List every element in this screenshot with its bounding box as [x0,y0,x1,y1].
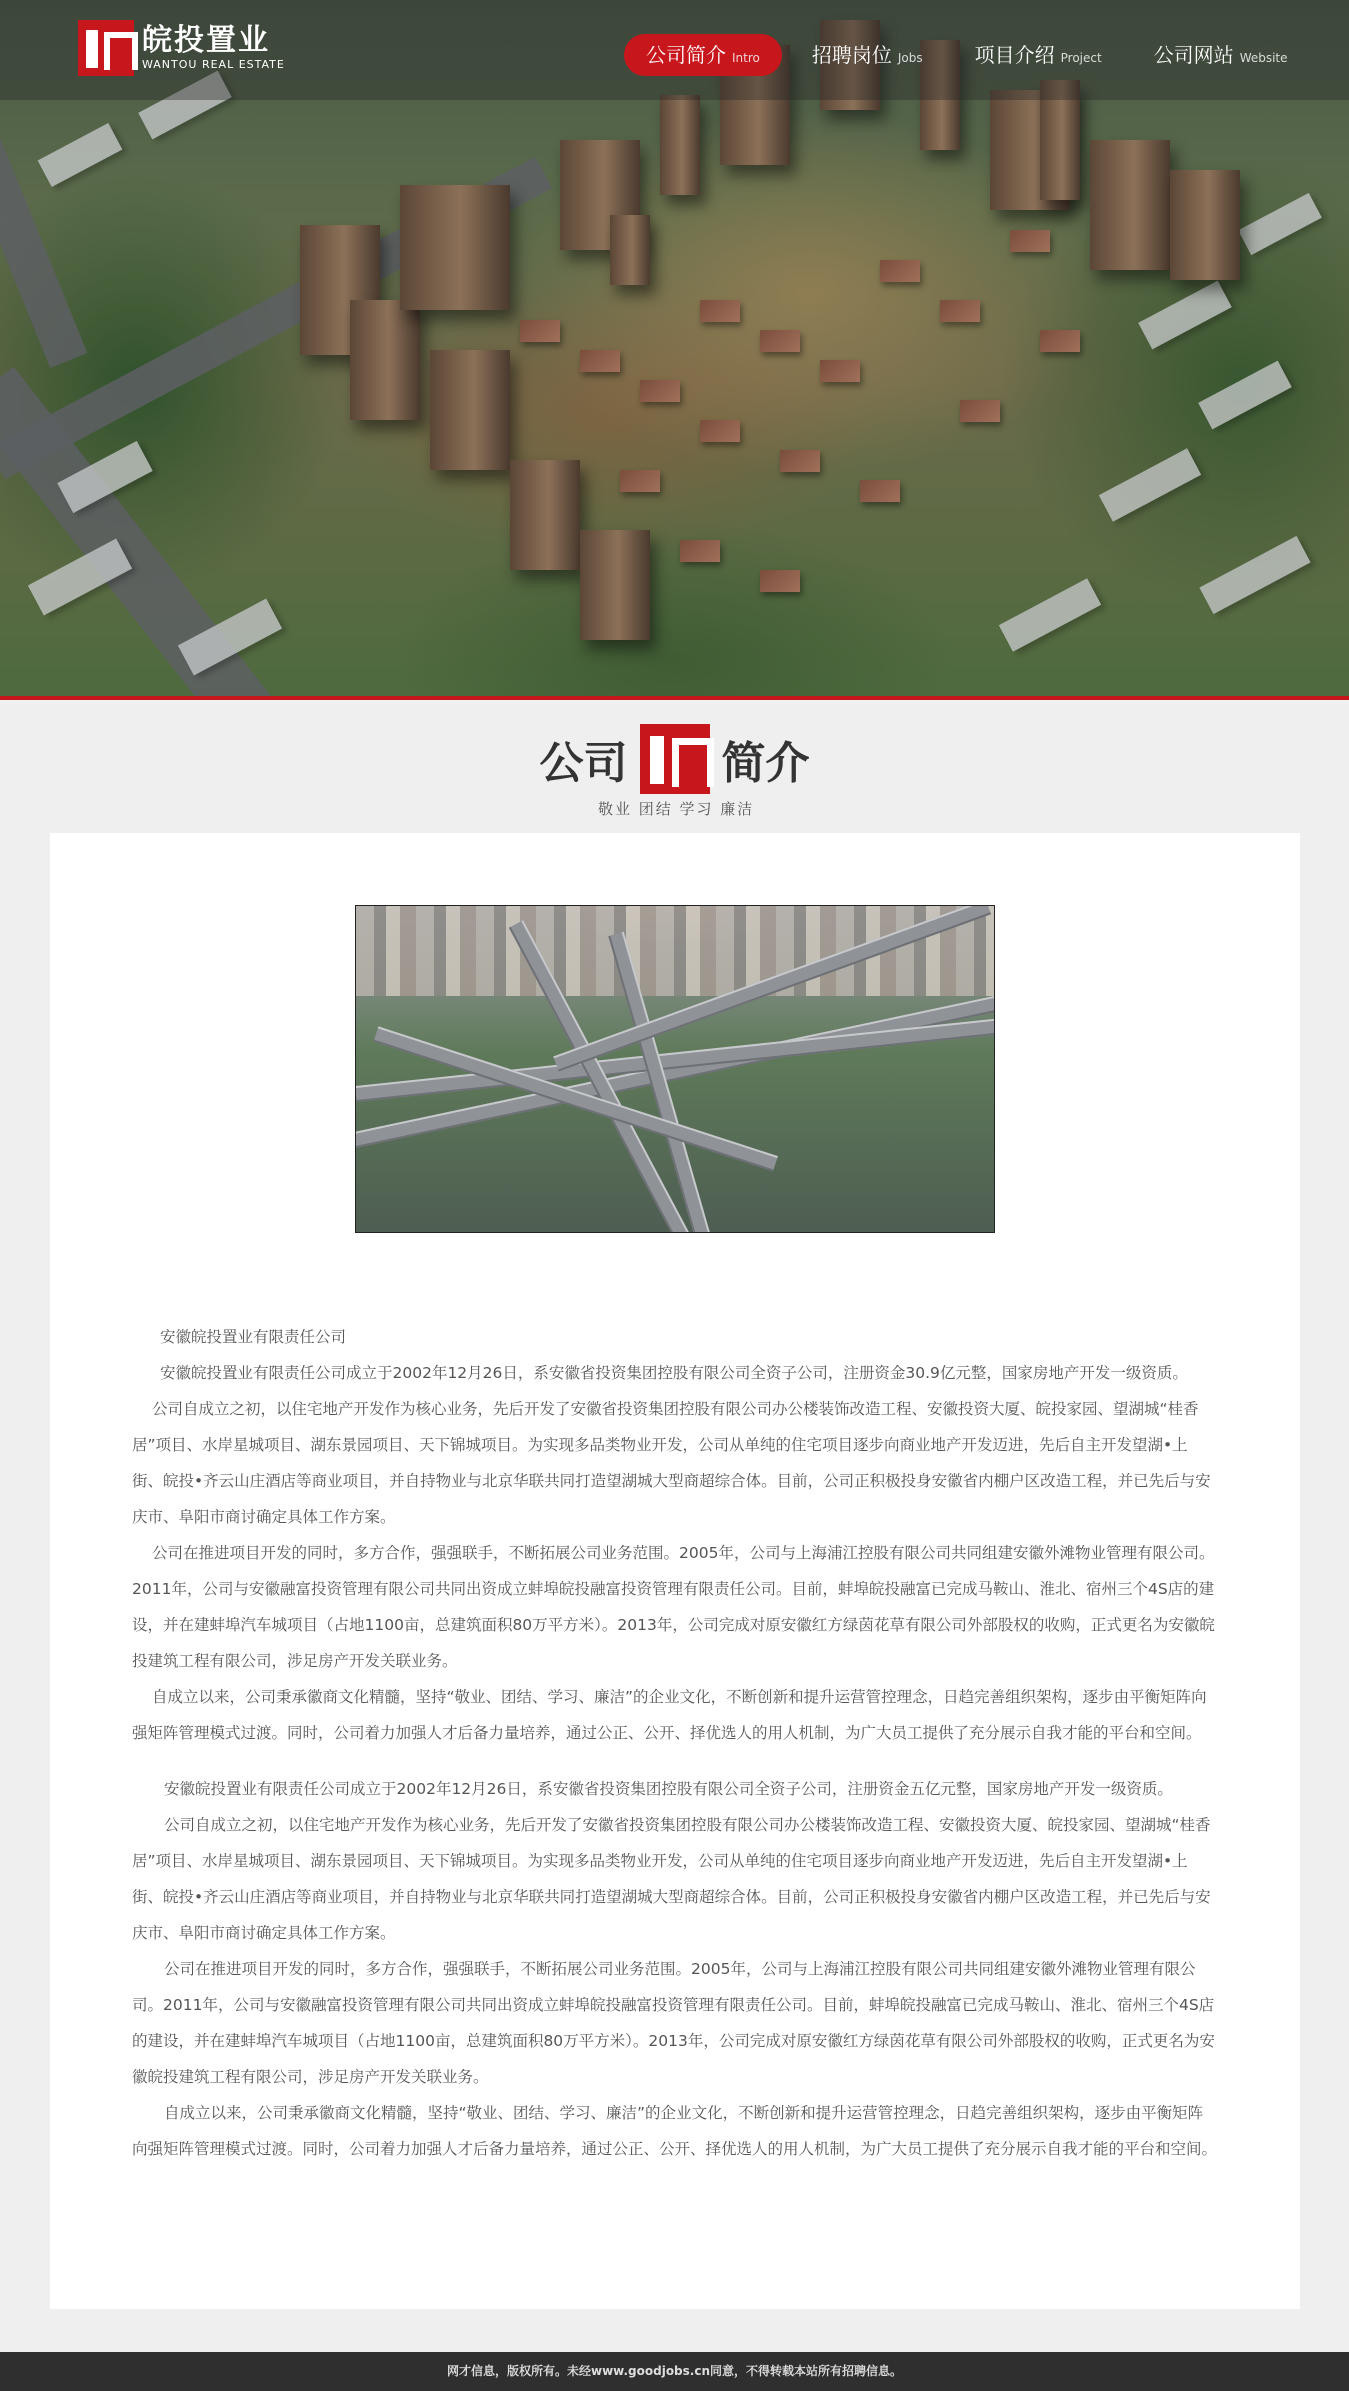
hero-road [0,367,334,700]
hero-building [1238,193,1322,255]
hero-tower [400,185,510,310]
company-name-line: 安徽皖投置业有限责任公司 [160,1328,347,1346]
hero-building [1138,281,1232,350]
content-card [50,833,1300,2309]
hero-villa [960,400,1000,422]
footer [0,2352,1349,2391]
title-logo-icon [640,724,710,794]
section-title-left: 公司 [539,738,628,789]
logo-icon [78,20,134,76]
hero-building [1199,536,1310,614]
paragraph: 安徽皖投置业有限责任公司成立于2002年12月26日，系安徽省投资集团控股有限公司全资子公司，注册资金30.9亿元整，国家房地产开发一级资质。 [160,1364,1188,1382]
section-title-right: 简介 [721,738,810,789]
nav-item-label: 公司网站 [1153,43,1234,67]
overpass-photo [355,905,995,1233]
hero-tower [510,460,580,570]
brand-logo[interactable] [78,20,285,76]
paragraph: 自成立以来，公司秉承徽商文化精髓，坚持“敬业、团结、学习、廉洁”的企业文化，不断创新和提升运营管控理念，日趋完善组织架构，逐步由平衡矩阵向强矩阵管理模式过渡。同时，公司着力加强人才后备力量培养，通过公正、公开、择优选人的用人机制，为广大员工提供了充分展示自我才能的平台和空间。 [132,1688,1207,1742]
hero-villa [520,320,560,342]
nav-item-sub: Jobs [897,51,923,65]
hero-tower [1170,170,1240,280]
hero-villa [820,360,860,382]
nav-item-label: 招聘岗位 [811,43,892,67]
hero-building [38,123,123,187]
footer-copyright: 网才信息，版权所有。未经www.goodjobs.cn同意，不得转载本站所有招聘信息。 [446,2364,903,2378]
top-navbar [0,0,1349,100]
paragraph: 公司在推进项目开发的同时，多方合作，强强联手，不断拓展公司业务范围。2005年，公司与上海浦江控股有限公司共同组建安徽外滩物业管理有限公司。2011年，公司与安徽融富投资管理有限公司共同出资成立蚌埠皖投融富投资管理有限责任公司。目前，蚌埠皖投融富已完成马鞍山、淮北、宿州三个4S店的建设，并在建蚌埠汽车城项目（占地1100亩，总建筑面积80万平方米）。2013年，公司完成对原安徽红方绿茵花草有限公司外部股权的收购，正式更名为安徽皖投建筑工程有限公司，涉足房产开发关联业务。 [132,1960,1215,2086]
paragraph: 安徽皖投置业有限责任公司成立于2002年12月26日，系安徽省投资集团控股有限公司全资子公司，注册资金五亿元整，国家房地产开发一级资质。 [164,1780,1173,1798]
hero-villa [780,450,820,472]
paragraph: 公司自成立之初，以住宅地产开发作为核心业务，先后开发了安徽省投资集团控股有限公司办公楼装饰改造工程、安徽投资大厦、皖投家园、望湖城“桂香居”项目、水岸星城项目、湖东景园项目、天下锦城项目。为实现多品类物业开发，公司从单纯的住宅项目逐步向商业地产开发迈进，先后自主开发望湖•上街、皖投•齐云山庄酒店等商业项目，并自持物业与北京华联共同打造望湖城大型商超综合体。目前，公司正积极投身安徽省内棚户区改造工程，并已先后与安庆市、阜阳市商讨确定具体工作方案。 [132,1400,1211,1526]
hero-tower [1090,140,1170,270]
hero-villa [700,420,740,442]
nav-item-jobs[interactable] [790,34,945,76]
brand-name-cn: 皖投置业 [142,23,270,58]
hero-building [1099,448,1201,521]
hero-villa [1010,230,1050,252]
nav-item-website[interactable] [1132,34,1310,76]
hero-tower [350,300,420,420]
hero-villa [940,300,980,322]
hero-tower [580,530,650,640]
main-nav [624,34,1318,76]
nav-item-sub: Intro [732,51,760,65]
paragraph: 自成立以来，公司秉承徽商文化精髓，坚持“敬业、团结、学习、廉洁”的企业文化，不断创新和提升运营管控理念，日趋完善组织架构，逐步由平衡矩阵向强矩阵管理模式过渡。同时，公司着力加强人才后备力量培养，通过公正、公开、择优选人的用人机制，为广大员工提供了充分展示自我才能的平台和空间。 [132,2104,1218,2158]
hero-villa [640,380,680,402]
hero-villa [1040,330,1080,352]
hero-villa [620,470,660,492]
paragraph: 公司自成立之初，以住宅地产开发作为核心业务，先后开发了安徽省投资集团控股有限公司办公楼装饰改造工程、安徽投资大厦、皖投家园、望湖城“桂香居”项目、水岸星城项目、湖东景园项目、天下锦城项目。为实现多品类物业开发，公司从单纯的住宅项目逐步向商业地产开发迈进，先后自主开发望湖•上街、皖投•齐云山庄酒店等商业项目，并自持物业与北京华联共同打造望湖城大型商超综合体。目前，公司正积极投身安徽省内棚户区改造工程，并已先后与安庆市、阜阳市商讨确定具体工作方案。 [132,1816,1211,1942]
brand-name-en: WANTOU REAL ESTATE [142,58,285,71]
nav-item-intro[interactable] [624,34,782,76]
hero-building [999,578,1101,651]
hero-tower [660,95,700,195]
hero-villa [700,300,740,322]
nav-item-label: 项目介绍 [974,43,1055,67]
nav-item-project[interactable] [953,34,1124,76]
nav-item-sub: Project [1060,51,1102,65]
hero-villa [580,350,620,372]
hero-villa [760,330,800,352]
nav-item-sub: Website [1239,51,1288,65]
hero-tower [610,215,650,285]
section-subtitle: 敬业 团结 学习 廉洁 [598,800,755,818]
section-title [0,724,1349,824]
nav-item-label: 公司简介 [646,43,726,67]
hero-banner [0,0,1349,700]
intro-text [132,1319,1218,2167]
hero-villa [860,480,900,502]
photo-city-skyline [356,906,994,996]
hero-building [1198,361,1292,430]
hero-villa [880,260,920,282]
hero-villa [680,540,720,562]
hero-tower [430,350,510,470]
hero-villa [760,570,800,592]
paragraph: 公司在推进项目开发的同时，多方合作，强强联手，不断拓展公司业务范围。2005年，公司与上海浦江控股有限公司共同组建安徽外滩物业管理有限公司。2011年，公司与安徽融富投资管理有限公司共同出资成立蚌埠皖投融富投资管理有限责任公司。目前，蚌埠皖投融富已完成马鞍山、淮北、宿州三个4S店的建设，并在建蚌埠汽车城项目（占地1100亩，总建筑面积80万平方米）。2013年，公司完成对原安徽红方绿茵花草有限公司外部股权的收购，正式更名为安徽皖投建筑工程有限公司，涉足房产开发关联业务。 [132,1544,1215,1670]
